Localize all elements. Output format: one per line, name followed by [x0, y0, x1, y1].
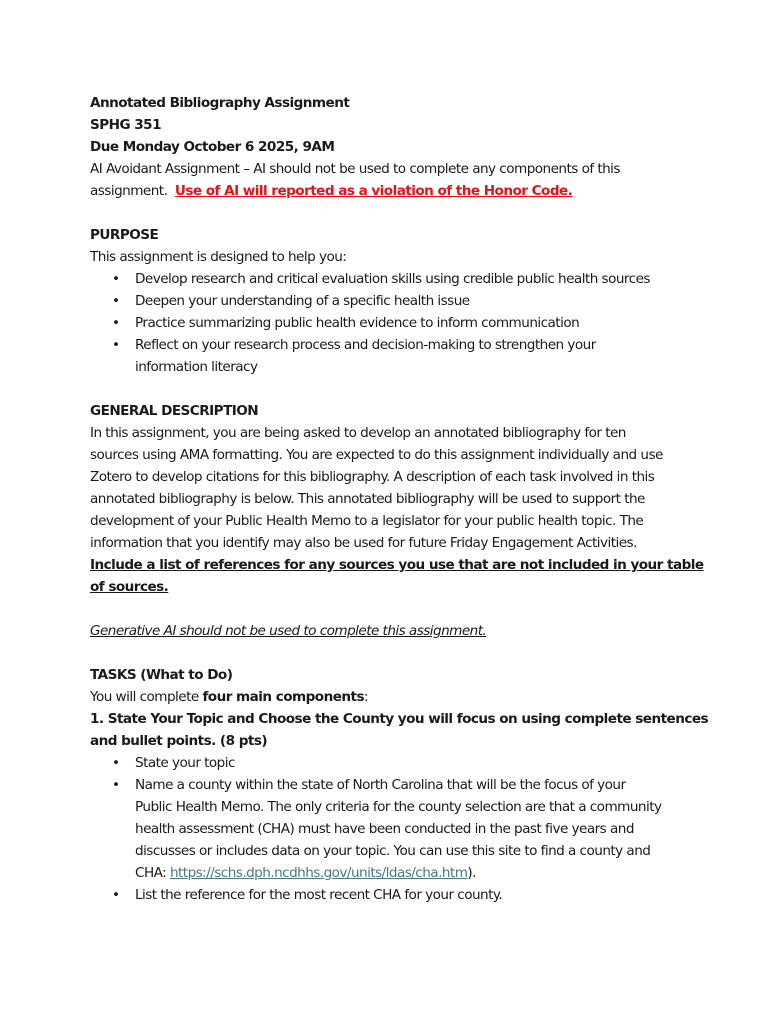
honor-code-warning: Use of AI will reported as a violation of the Honor Code. — [174, 183, 573, 199]
spacer — [90, 202, 690, 224]
spacer — [90, 642, 690, 664]
paragraph-line: sources using AMA formatting. You are expected to do this assignment individually and use — [90, 447, 663, 463]
list-item-text: Name a county within the state of North Carolina that will be the focus of your — [135, 777, 626, 793]
list-item-text: health assessment (CHA) must have been conducted in the past five years and — [135, 821, 634, 837]
tasks-intro-prefix: You will complete — [90, 689, 203, 705]
purpose-list — [90, 268, 690, 378]
task-1-list — [90, 752, 690, 906]
spacer — [90, 598, 690, 620]
list-item-text: Deepen your understanding of a specific health issue — [135, 293, 470, 309]
list-item — [90, 334, 690, 378]
ai-policy-prefix: assignment. — [90, 183, 175, 199]
list-item — [90, 884, 690, 906]
due-date: Due Monday October 6 2025, 9AM — [90, 139, 335, 155]
list-item-text: Reflect on your research process and decision-making to strengthen your — [135, 337, 596, 353]
cha-link[interactable]: https://schs.dph.ncdhhs.gov/units/ldas/cha.htm — [169, 865, 468, 881]
bullet-icon: • — [112, 777, 120, 793]
bullet-icon: • — [112, 293, 120, 309]
generative-ai-note: Generative AI should not be used to complete this assignment. — [90, 623, 487, 639]
paragraph-line: In this assignment, you are being asked to develop an annotated bibliography for ten — [90, 425, 626, 441]
bullet-icon: • — [112, 271, 120, 287]
general-heading: GENERAL DESCRIPTION — [90, 403, 259, 419]
paragraph-line: Zotero to develop citations for this bibliography. A description of each task involved in this — [90, 469, 655, 485]
tasks-intro-bold: four main components — [202, 689, 365, 705]
tasks-intro-suffix: : — [364, 689, 369, 705]
bullet-icon: • — [112, 315, 120, 331]
references-requirement: Include a list of references for any sources you use that are not included in your table — [90, 557, 704, 573]
cha-prefix: CHA: — [135, 865, 170, 881]
cha-suffix: ). — [467, 865, 476, 881]
list-item-text: discusses or includes data on your topic. You can use this site to find a county and — [135, 843, 651, 859]
ai-policy-line: AI Avoidant Assignment – AI should not be used to complete any components of this — [90, 161, 620, 177]
task-1-title: 1. State Your Topic and Choose the County you will focus on using complete sentences — [90, 711, 709, 727]
list-item — [90, 312, 690, 334]
paragraph-line: annotated bibliography is below. This annotated bibliography will be used to support the — [90, 491, 645, 507]
spacer — [90, 378, 690, 400]
purpose-heading: PURPOSE — [90, 227, 159, 243]
list-item-text: List the reference for the most recent CHA for your county. — [135, 887, 503, 903]
paragraph-line: development of your Public Health Memo to a legislator for your public health topic. The — [90, 513, 644, 529]
list-item-text: information literacy — [135, 359, 258, 375]
references-requirement: of sources. — [90, 579, 169, 595]
paragraph-line: information that you identify may also be used for future Friday Engagement Activities. — [90, 535, 637, 551]
bullet-icon: • — [112, 755, 120, 771]
document-title: Annotated Bibliography Assignment — [90, 95, 350, 111]
list-item — [90, 268, 690, 290]
list-item-text: State your topic — [135, 755, 235, 771]
bullet-icon: • — [112, 887, 120, 903]
list-item-text: Develop research and critical evaluation skills using credible public health sources — [135, 271, 650, 287]
list-item — [90, 774, 690, 884]
list-item-text: Practice summarizing public health evidence to inform communication — [135, 315, 580, 331]
list-item — [90, 752, 690, 774]
list-item-text: Public Health Memo. The only criteria for the county selection are that a community — [135, 799, 662, 815]
bullet-icon: • — [112, 337, 120, 353]
course-code: SPHG 351 — [90, 117, 161, 133]
list-item-text — [135, 862, 690, 884]
tasks-heading: TASKS (What to Do) — [90, 667, 233, 683]
purpose-intro: This assignment is designed to help you: — [90, 249, 347, 265]
list-item — [90, 290, 690, 312]
task-1-title: and bullet points. (8 pts) — [90, 733, 268, 749]
tasks-intro — [90, 686, 690, 708]
ai-policy-line-2 — [90, 180, 690, 202]
assignment-document — [90, 92, 709, 906]
